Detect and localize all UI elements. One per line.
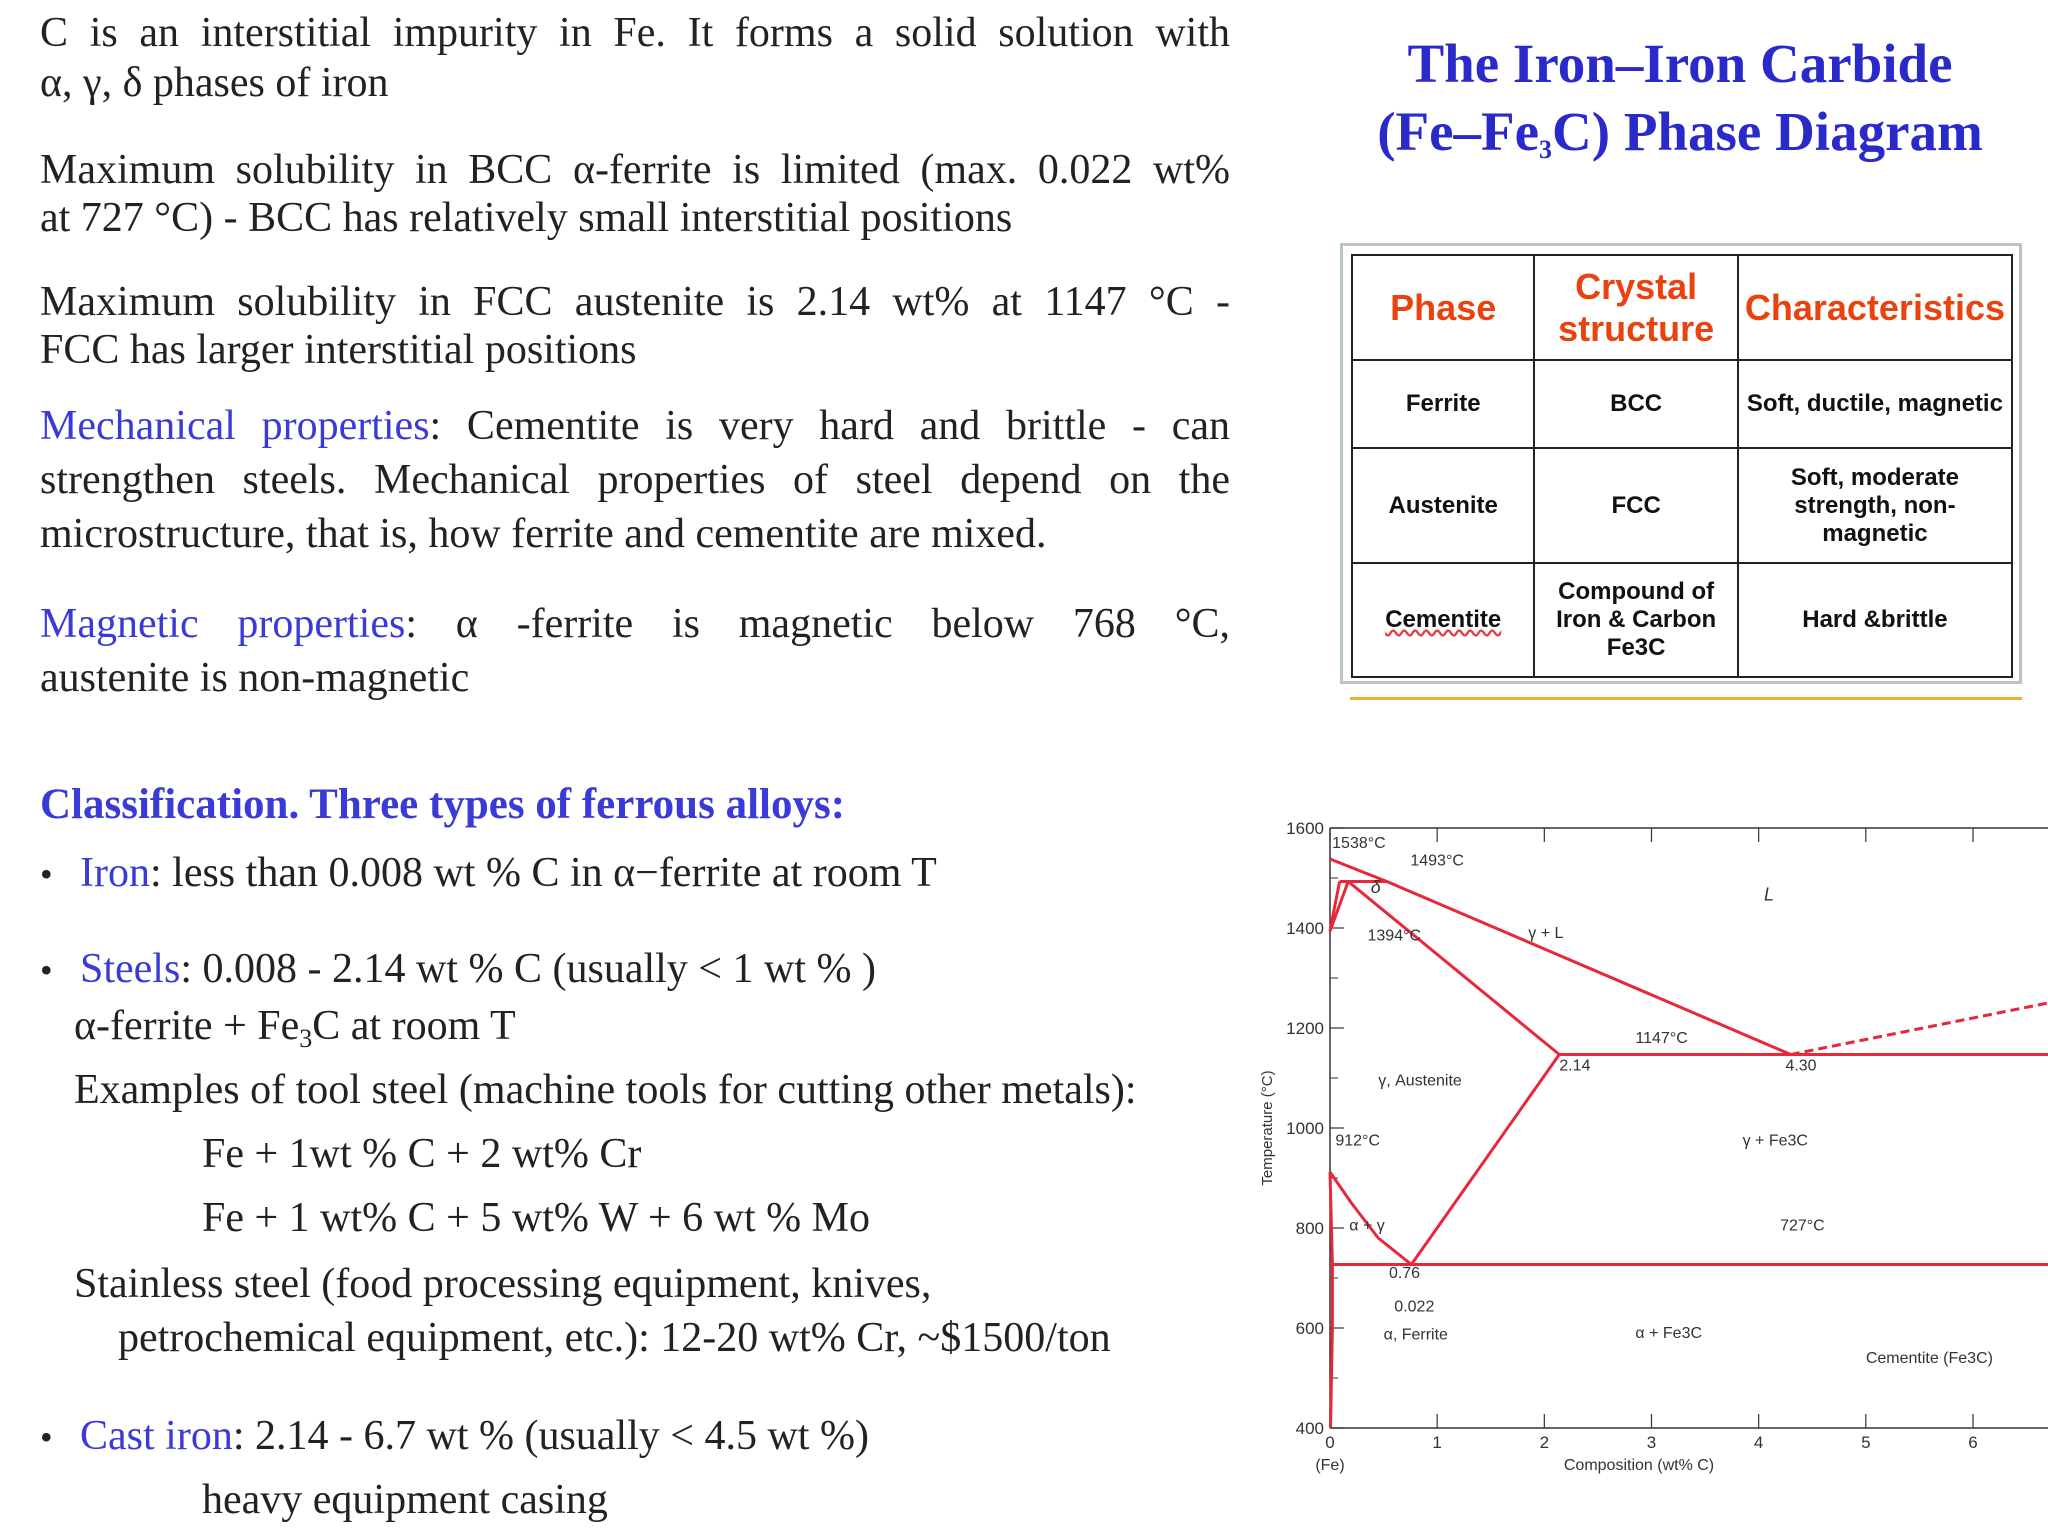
tool-steel-example-2: Fe + 1 wt% C + 5 wt% W + 6 wt % Mo [202, 1195, 871, 1241]
cell-characteristics: Hard &brittle [1738, 563, 2012, 677]
bullet-icon: • [40, 1417, 53, 1457]
header-crystal-structure: Crystal structure [1534, 255, 1737, 360]
chart-annotation: 1147°C [1635, 1030, 1688, 1047]
classification-heading: Classification. Three types of ferrous alloys: [40, 781, 846, 828]
chart-annotation: α + γ [1349, 1217, 1385, 1235]
paragraph-bcc-1: Maximum solubility in BCC α-ferrite is limited (max. 0.022 wt% [40, 147, 1230, 193]
iron-text: : less than 0.008 wt % C in α−ferrite at room T [149, 850, 937, 896]
chart-annotation: 1538°C [1332, 835, 1386, 852]
chart-annotation: γ, Austenite [1378, 1072, 1462, 1090]
paragraph-mechanical-2: strengthen steels. Mechanical properties of steel depend on the [40, 457, 1230, 503]
chart-annotation: 727°C [1780, 1217, 1825, 1235]
table-row [1352, 448, 2012, 563]
x-axis-label: Composition (wt% C) [1563, 1457, 1715, 1474]
steels-room-temp: α-ferrite + $Fe_3C$ at room T [74, 1003, 516, 1053]
list-item-cast-iron [40, 1411, 869, 1462]
header-characteristics: Characteristics [1738, 255, 2012, 360]
cell-phase: Cementite [1352, 563, 1534, 677]
chart-annotation: L [1764, 884, 1775, 905]
cell-structure: FCC [1534, 448, 1737, 563]
steels-label: Steels [80, 946, 181, 992]
paragraph-intro-2: α, γ, δ phases of iron [40, 60, 389, 106]
paragraph-fcc-1: Maximum solubility in FCC austenite is 2.14 wt% at 1147 °C - [40, 279, 1230, 325]
cast-iron-text: : 2.14 - 6.7 wt % (usually < 4.5 wt %) [232, 1413, 869, 1459]
chart-annotation: 912°C [1335, 1132, 1381, 1150]
y-tick-label: 800 [1295, 1219, 1324, 1238]
y-tick-label: 1200 [1286, 1019, 1324, 1038]
chart-annotation: 4.30 [1785, 1057, 1817, 1075]
x-tick-label: 3 [1646, 1433, 1657, 1452]
chart-annotation: 2.14 [1559, 1057, 1591, 1075]
cell-phase: Austenite [1352, 448, 1534, 563]
x-tick-label: 0 [1325, 1433, 1335, 1452]
chart-annotation: γ + L [1528, 925, 1564, 942]
phase-boundary-liquidus-right [1791, 1003, 2048, 1055]
tool-steel-example-1: Fe + 1wt % C + 2 wt% Cr [202, 1131, 642, 1177]
stainless-steel-2: petrochemical equipment, etc.): 12-20 wt% Cr, ~$1500/ton [118, 1315, 1111, 1361]
paragraph-fcc-2: FCC has larger interstitial positions [40, 327, 637, 373]
phase-diagram-chart [1240, 810, 2048, 1536]
x-tick-label: 2 [1539, 1433, 1550, 1452]
chart-annotation: 1493°C [1410, 852, 1464, 870]
paragraph-mechanical-1 [40, 401, 1230, 451]
phase-boundary-liquidus-left [1330, 859, 1791, 1055]
cast-iron-use: heavy equipment casing [202, 1477, 608, 1523]
page-title [1330, 30, 2030, 166]
paragraph-magnetic-2: austenite is non-magnetic [40, 655, 470, 701]
iron-label: Iron [80, 850, 150, 896]
stainless-steel-1: Stainless steel (food processing equipment, knives, [74, 1261, 932, 1307]
table-row [1352, 360, 2012, 448]
tool-steel-intro: Examples of tool steel (machine tools for cutting other metals): [74, 1067, 1137, 1113]
list-item-steels [40, 944, 876, 995]
chart-annotation: 0.022 [1394, 1298, 1435, 1316]
title-line-2: $(Fe-Fe_3C)$ Phase Diagram [1377, 101, 1983, 164]
header-phase: Phase [1352, 255, 1534, 360]
cast-iron-label: Cast iron [80, 1413, 233, 1459]
cell-phase: Ferrite [1352, 360, 1534, 448]
y-tick-label: 1400 [1286, 919, 1324, 938]
bullet-icon: • [40, 950, 53, 990]
y-tick-label: 1000 [1286, 1119, 1324, 1138]
x-zero-label: (Fe) [1315, 1457, 1345, 1474]
phase-table [1351, 254, 2013, 678]
x-tick-label: 4 [1753, 1433, 1764, 1452]
list-item-iron [40, 848, 937, 899]
mechanical-text: : Cementite is very hard and brittle - can [429, 403, 1230, 449]
y-tick-label: 600 [1295, 1319, 1324, 1338]
y-tick-label: 400 [1295, 1419, 1324, 1438]
table-row [1352, 563, 2012, 677]
steels-text: : 0.008 - 2.14 wt % C (usually < 1 wt % ) [180, 946, 876, 992]
y-axis-label: Temperature (°C) [1259, 1070, 1276, 1186]
title-line-1: The Iron–Iron Carbide [1407, 33, 1953, 94]
cell-characteristics: Soft, ductile, magnetic [1738, 360, 2012, 448]
chart-annotation: α, Ferrite [1383, 1326, 1448, 1344]
phase-boundary-solidus [1348, 882, 1559, 1055]
paragraph-intro-1: C is an interstitial impurity in Fe. It forms a solid solution with [40, 10, 1230, 56]
x-tick-label: 1 [1432, 1433, 1442, 1452]
chart-annotation: α + Fe3C [1635, 1325, 1703, 1342]
x-tick-label: 6 [1968, 1433, 1978, 1452]
y-tick-label: 1600 [1286, 819, 1324, 838]
magnetic-label: Magnetic properties [40, 601, 406, 647]
magnetic-text: : α -ferrite is magnetic below 768 °C, [405, 601, 1231, 647]
chart-annotation: δ [1370, 877, 1381, 897]
x-tick-label: 5 [1861, 1433, 1871, 1452]
cell-characteristics: Soft, moderate strength, non-magnetic [1738, 448, 2012, 563]
mechanical-label: Mechanical properties [40, 403, 430, 449]
chart-annotation: γ + Fe3C [1742, 1132, 1808, 1150]
cell-structure: BCC [1534, 360, 1737, 448]
cell-structure: Compound of Iron & Carbon Fe3C [1534, 563, 1737, 677]
paragraph-mechanical-3: microstructure, that is, how ferrite and cementite are mixed. [40, 511, 1047, 557]
chart-annotation: 1394°C [1367, 927, 1422, 945]
paragraph-magnetic-1 [40, 599, 1230, 649]
chart-annotation: 0.76 [1388, 1265, 1421, 1282]
phase-table-frame [1340, 243, 2022, 684]
paragraph-bcc-2: at 727 °C) - BCC has relatively small interstitial positions [40, 195, 1013, 241]
table-header-row [1352, 255, 2012, 360]
decorative-divider [1350, 697, 2022, 700]
bullet-icon: • [40, 854, 53, 894]
chart-annotation: Cementite (Fe3C) [1865, 1350, 1993, 1367]
